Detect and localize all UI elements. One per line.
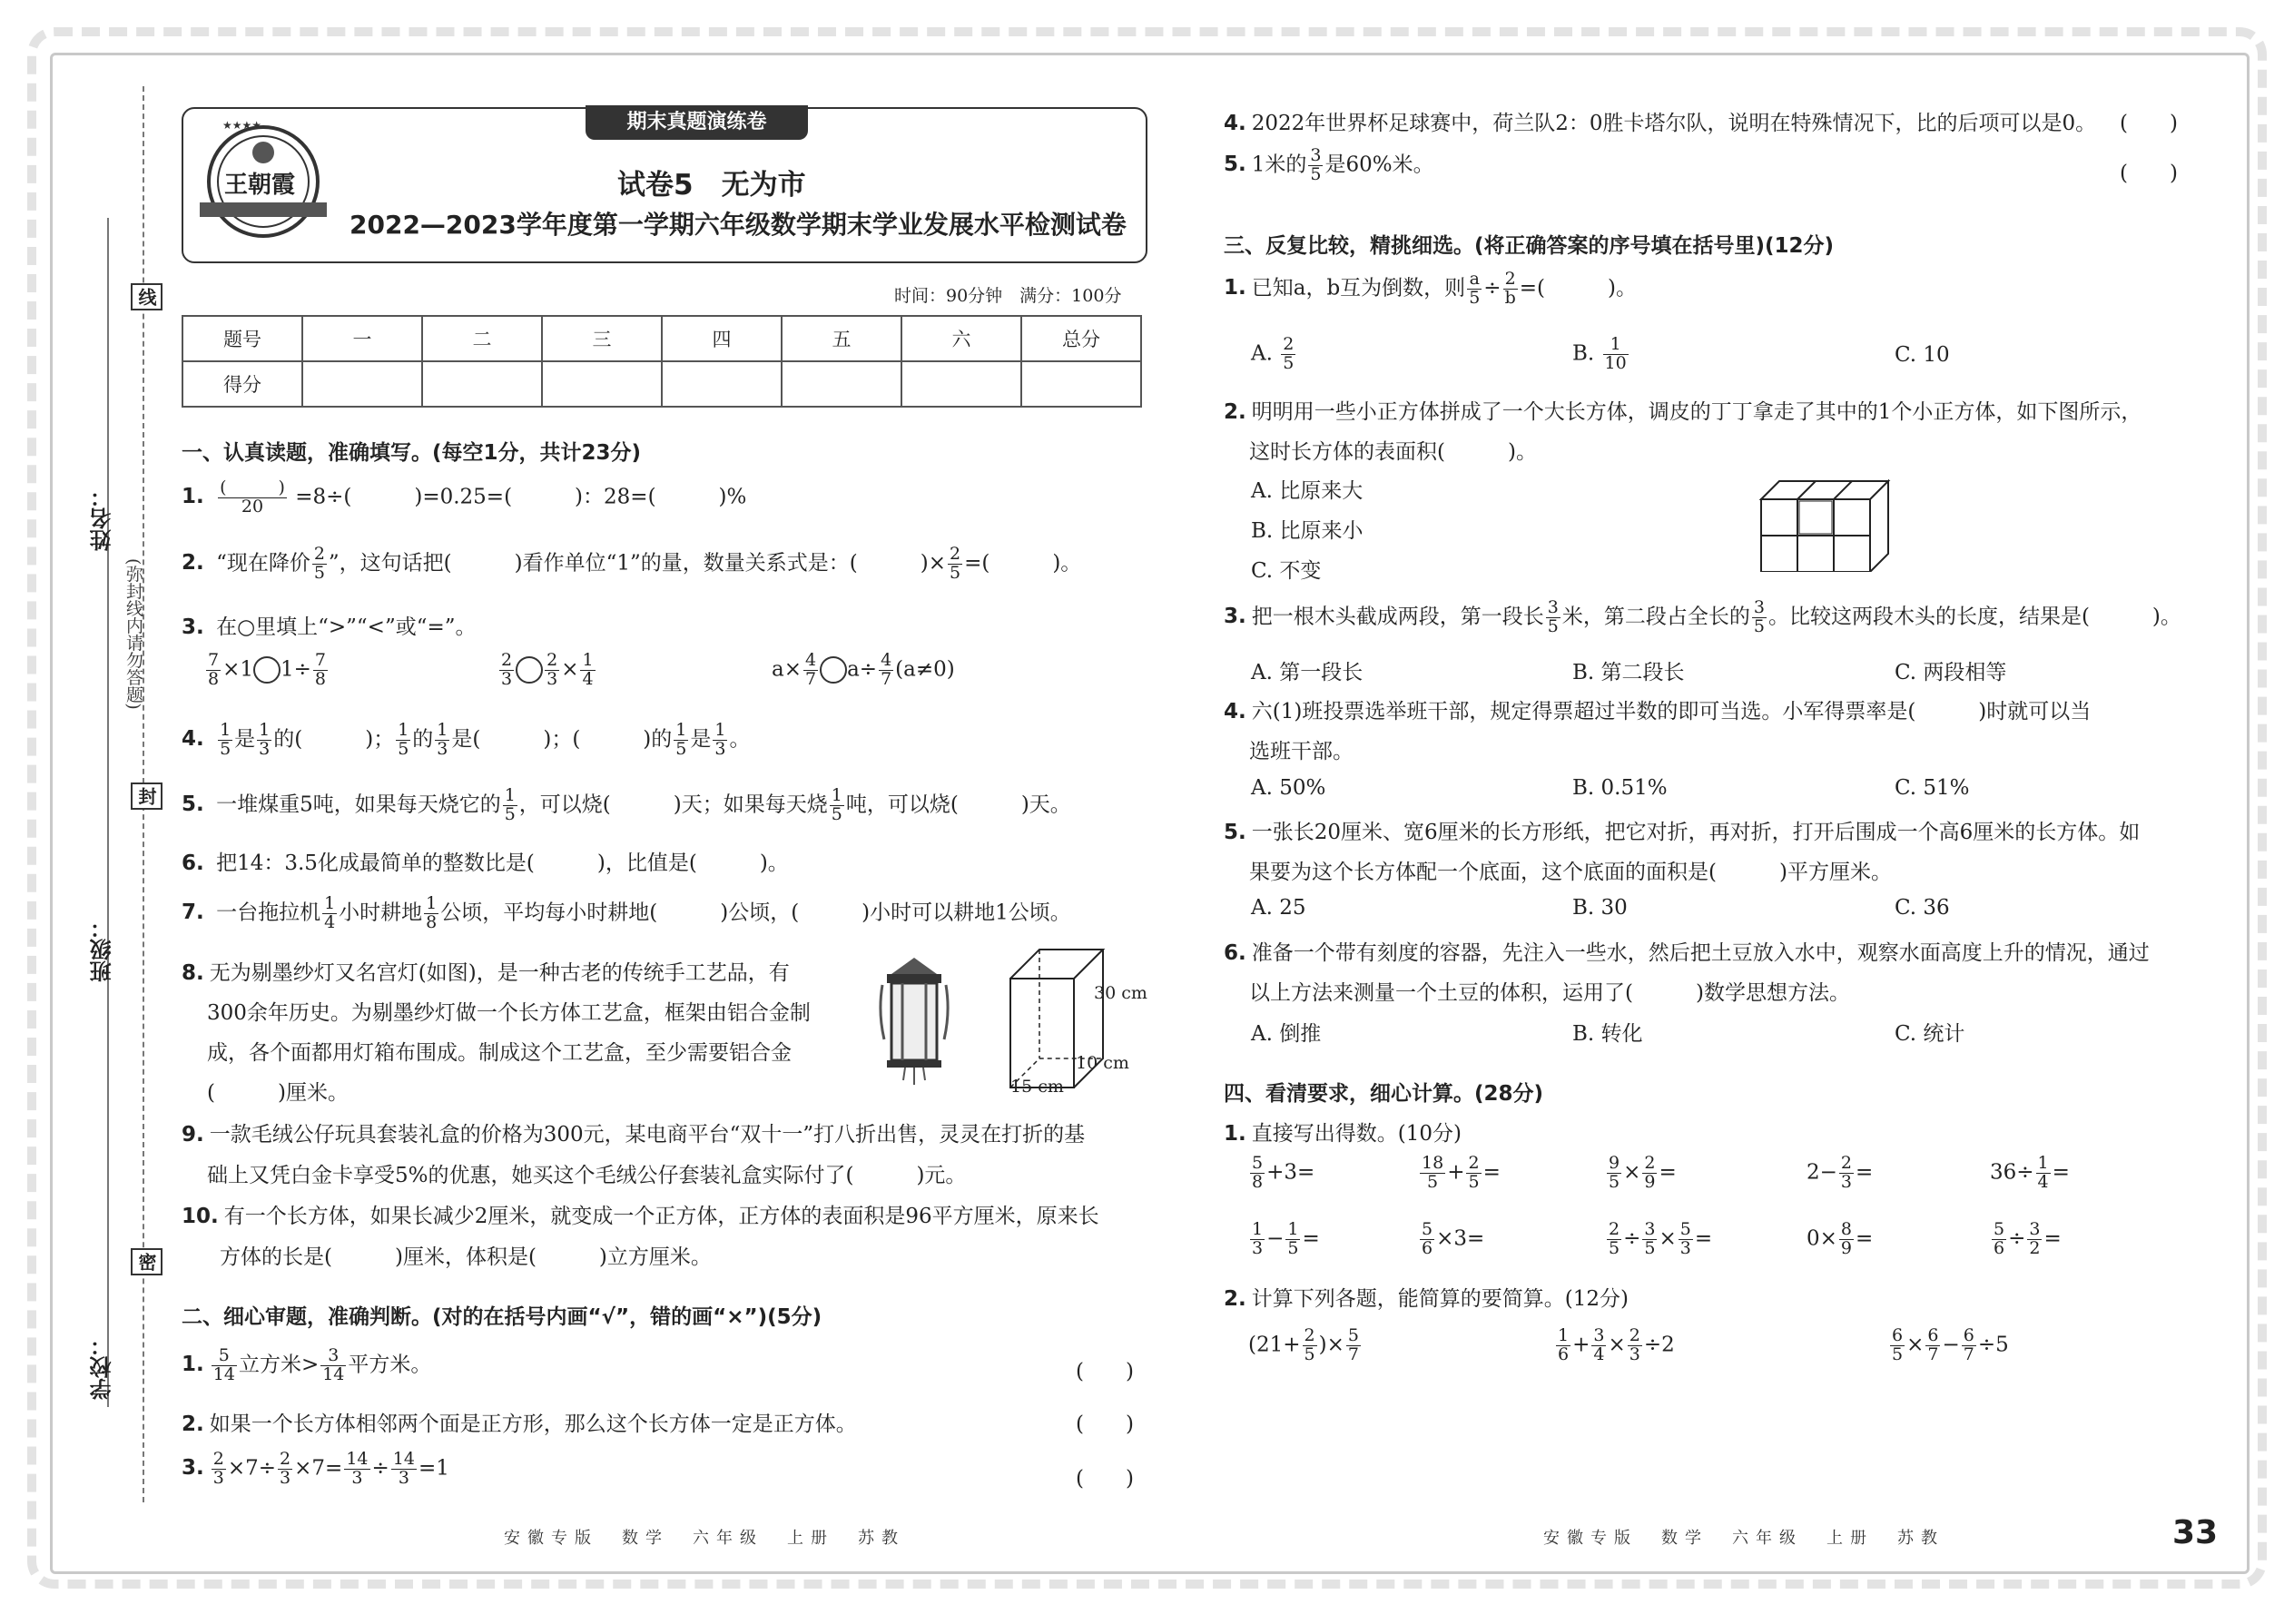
answer-paren[interactable]: ( ) <box>1076 1412 1134 1436</box>
question-4-2 <box>1224 1282 1629 1312</box>
option-3-6-b[interactable]: B. 转化 <box>1572 1022 1643 1046</box>
question-1-8 <box>182 953 811 1113</box>
q-number: 3. <box>182 1456 204 1481</box>
answer-paren[interactable]: ( ) <box>1076 1360 1134 1383</box>
q-text: 的 <box>412 727 434 752</box>
question-3-3 <box>1224 599 2181 636</box>
q-text: 一堆煤重5吨，如果每天烧它的 <box>216 792 501 817</box>
calc-6: $\frac{1}{3}$ − $\frac{1}{5}$ = <box>1252 1219 1320 1258</box>
option-3-5-b[interactable]: B. 30 <box>1572 896 1628 920</box>
q-text: 吨，可以烧( )天。 <box>845 792 1071 817</box>
q-text: 立方米> <box>238 1353 320 1377</box>
fraction: $\frac{1}{6}$ <box>1558 1325 1570 1364</box>
exam-subtitle: 2022—2023学年度第一学期六年级数学期末学业发展水平检测试卷 <box>350 210 1127 240</box>
question-1-4: 4. $\frac{1}{5}$ 是 $\frac{1}{3}$ 的( )； $\frac{1}{5}$ 的 $\frac{1}{3}$ 是( )；( )的 $\frac{1}{5}$ 是 $\frac{1}{3}$ 。 <box>182 720 751 759</box>
calc-1: $\frac{5}{8}$ +3= <box>1252 1153 1315 1192</box>
fraction: $\frac{6}{5}$ <box>1892 1325 1904 1364</box>
question-1-2 <box>182 546 1081 583</box>
header-banner: 期末真题演练卷 <box>586 105 808 140</box>
svg-text:★★★★: ★★★★ <box>222 119 262 132</box>
q-text: ”，这句话把( )看作单位“1”的量，数量关系式是：( )× <box>328 551 946 576</box>
fraction: $\frac{4}{7}$ <box>804 650 817 689</box>
q-text: 果要为这个长方体配一个底面，这个底面的面积是( )平方厘米。 <box>1249 861 1892 884</box>
margin-note: (弥封线内请勿答题) <box>123 558 143 710</box>
q-text: a÷ <box>847 657 878 682</box>
q-text: 小时耕地 <box>339 901 423 925</box>
fraction: $\frac{5}{6}$ <box>1994 1219 2005 1258</box>
q-number: 5. <box>1224 821 1246 844</box>
fraction: $\frac{a}{5}$ <box>1469 269 1481 308</box>
question-1-10 <box>182 1196 1099 1278</box>
option-3-3-c[interactable]: C. 两段相等 <box>1895 661 2007 684</box>
q-text: × <box>561 657 579 682</box>
calc-9: 0× $\frac{8}{9}$ = <box>1807 1219 1874 1258</box>
option-3-2-b[interactable]: B. 比原来小 <box>1251 519 1364 543</box>
q-text: 已知a，b互为倒数，则 <box>1251 276 1466 300</box>
q-text: 准备一个带有刻度的容器，先注入一些水，然后把土豆放入水中，观察水面高度上升的情况，通过 <box>1251 941 2150 965</box>
question-1-5 <box>182 787 1071 824</box>
q-text: 300余年历史。为剔墨纱灯做一个长方体工艺盒，框架由铝合金制 <box>207 1001 811 1025</box>
question-3-5 <box>1224 812 2140 892</box>
score-cell[interactable] <box>782 361 901 407</box>
cube-stack-diagram <box>1752 477 1897 572</box>
question-3-1 <box>1224 271 1637 308</box>
fraction: $\frac{5}{14}$ <box>212 1345 235 1384</box>
q-number: 7. <box>182 901 204 925</box>
option-3-1-b[interactable]: B. $\frac{1}{10}$ <box>1572 334 1627 373</box>
compare-circle[interactable] <box>516 656 543 684</box>
fraction: $\frac{6}{7}$ <box>1963 1325 1974 1364</box>
fraction: $\frac{18}{5}$ <box>1422 1153 1444 1192</box>
fraction: $\frac{14}{3}$ <box>346 1449 369 1488</box>
score-header-cell: 题号 <box>182 316 302 361</box>
score-header-cell: 二 <box>422 316 542 361</box>
q-text: ÷ <box>1483 276 1501 300</box>
option-3-1-c[interactable]: C. 10 <box>1895 343 1950 367</box>
calc-5: 36÷ $\frac{1}{4}$ = <box>1990 1153 2070 1192</box>
fraction: $\frac{6}{7}$ <box>1927 1325 1939 1364</box>
q-text: (a≠0) <box>895 657 955 682</box>
fraction: $\frac{5}{8}$ <box>1252 1153 1264 1192</box>
fraction: $\frac{2}{5}$ <box>950 544 961 583</box>
q-number: 4. <box>182 727 204 752</box>
fraction: $\frac{4}{7}$ <box>881 650 892 689</box>
fraction: $\frac{2}{3}$ <box>1840 1153 1852 1192</box>
fraction: $\frac{1}{8}$ <box>426 893 438 932</box>
question-1-9 <box>182 1115 1085 1196</box>
q-number: 1. <box>182 1353 204 1377</box>
calc-simplify-3: $\frac{6}{5}$ × $\frac{6}{7}$ − $\frac{6}{7}$ ÷5 <box>1892 1325 2009 1364</box>
score-header-cell: 五 <box>782 316 901 361</box>
compare-circle[interactable] <box>253 656 281 684</box>
q-text: 是 <box>690 727 712 752</box>
fraction: $\frac{2}{5}$ <box>313 544 325 583</box>
calc-7: $\frac{5}{6}$ ×3= <box>1422 1219 1485 1258</box>
q-text: ×7÷ <box>227 1456 277 1481</box>
q-number: 5. <box>182 792 204 817</box>
section-1-heading: 一、认真读题，准确填写。(每空1分，共计23分) <box>182 441 642 465</box>
cuboid-diagram <box>1003 942 1153 1097</box>
q-text: 把14：3.5化成最简单的整数比是( )，比值是( )。 <box>216 851 789 875</box>
fraction: $\frac{2}{3}$ <box>212 1449 224 1488</box>
dim-width: 15 cm <box>1010 1077 1064 1097</box>
question-1-1 <box>182 479 746 517</box>
q-text: 是( )；( )的 <box>451 727 673 752</box>
fraction: $\frac{3}{4}$ <box>1593 1325 1605 1364</box>
q-text: 。比较这两段木头的长度，结果是( )。 <box>1767 605 2181 629</box>
dim-height: 30 cm <box>1094 983 1147 1003</box>
dim-depth: 10 cm <box>1076 1053 1129 1073</box>
q-text: 础上又凭白金卡享受5%的优惠，她买这个毛绒公仔套装礼盒实际付了( )元。 <box>207 1164 967 1187</box>
q-text: 在○里填上“>”“<”或“=”。 <box>216 615 477 639</box>
fraction: $\frac{3}{5}$ <box>1753 597 1765 636</box>
answer-paren[interactable]: ( ) <box>2120 112 2178 135</box>
fraction: $\frac{3}{2}$ <box>2029 1219 2041 1258</box>
fraction: $\frac{3}{5}$ <box>1547 597 1559 636</box>
fraction: $\frac{1}{5}$ <box>675 720 687 759</box>
q-text: 一款毛绒公仔玩具套装礼盒的价格为300元，某电商平台“双十一”打八折出售，灵灵在打折的基 <box>209 1123 1086 1147</box>
question-2-4 <box>1224 106 2096 136</box>
q-text: 平方米。 <box>348 1353 432 1377</box>
score-table-row <box>182 361 1141 407</box>
fraction: $\frac{2}{3}$ <box>280 1449 291 1488</box>
score-cell[interactable] <box>1021 361 1141 407</box>
score-header-cell: 六 <box>901 316 1021 361</box>
q-text: 无为剔墨纱灯又名宫灯(如图)，是一种古老的传统手工艺品，有 <box>209 961 790 985</box>
binding-line-2 <box>107 218 109 1407</box>
option-3-4-b[interactable]: B. 0.51% <box>1572 776 1668 800</box>
fraction: $\frac{1}{5}$ <box>1287 1219 1299 1258</box>
seal2-label: 密 <box>131 1248 162 1275</box>
option-3-2-a[interactable]: A. 比原来大 <box>1251 479 1364 503</box>
option-3-6-a[interactable]: A. 倒推 <box>1251 1022 1322 1046</box>
line-label: 线 <box>131 283 162 310</box>
palace-lantern-image <box>873 958 955 1089</box>
calc-8: $\frac{2}{5}$ ÷ $\frac{3}{5}$ × $\frac{5}{3}$ = <box>1609 1219 1713 1258</box>
calc-2: $\frac{18}{5}$ + $\frac{2}{5}$ = <box>1422 1153 1501 1192</box>
option-3-4-c[interactable]: C. 51% <box>1895 776 1970 800</box>
calc-simplify-2: $\frac{1}{6}$ + $\frac{3}{4}$ × $\frac{2}{3}$ ÷2 <box>1558 1325 1675 1364</box>
fraction: $\frac{2}{5}$ <box>1283 334 1295 373</box>
q-number: 2. <box>182 551 204 576</box>
q-text: 把一根木头截成两段，第一段长 <box>1251 605 1544 629</box>
q-text: ( )厘米。 <box>207 1081 349 1105</box>
score-table-header-row <box>182 316 1141 361</box>
q-text: 1÷ <box>281 657 311 682</box>
fraction: $\frac{2}{3}$ <box>501 650 513 689</box>
q-text: ，可以烧( )天；如果每天烧 <box>518 792 828 817</box>
q-text: =8÷( )=0.25=( )：28=( )% <box>295 485 747 509</box>
score-cell[interactable] <box>302 361 422 407</box>
calc-4: 2− $\frac{2}{3}$ = <box>1807 1153 1874 1192</box>
q-text: 六(1)班投票选举班干部，规定得票超过半数的即可当选。小军得票率是( )时就可以当 <box>1251 700 2092 723</box>
q-number: 1. <box>1224 1122 1246 1146</box>
question-2-1 <box>182 1347 431 1384</box>
q-text: =( )。 <box>1519 276 1637 300</box>
footer-left: 安徽专版 数学 六年级 上册 苏教 <box>504 1529 905 1548</box>
fraction: $\frac{1}{5}$ <box>504 785 516 824</box>
score-header-cell: 总分 <box>1021 316 1141 361</box>
q-text: 的( )； <box>273 727 395 752</box>
fraction: $\frac{1}{5}$ <box>220 720 231 759</box>
logo-text: 王朝霞 <box>224 172 296 199</box>
page-number: 33 <box>2172 1514 2219 1551</box>
fraction: $\frac{1}{4}$ <box>2037 1153 2049 1192</box>
question-2-3 <box>182 1451 449 1488</box>
fraction: $\frac{1}{3}$ <box>1252 1219 1264 1258</box>
q-text: 是 <box>234 727 256 752</box>
fraction: $\frac{1}{10}$ <box>1604 334 1627 373</box>
score-row-label: 得分 <box>182 361 302 407</box>
time-info: 时间：90分钟 满分：100分 <box>894 286 1122 306</box>
q-number: 6. <box>182 851 204 875</box>
q-number: 8. <box>182 961 204 985</box>
q-text: 米，第二段占全长的 <box>1561 605 1750 629</box>
calc-3: $\frac{9}{5}$ × $\frac{2}{9}$ = <box>1609 1153 1677 1192</box>
score-table <box>182 315 1142 408</box>
fraction: $\frac{3}{14}$ <box>322 1345 345 1384</box>
question-2-5 <box>1224 147 1434 184</box>
q-number: 2. <box>182 1412 204 1436</box>
fraction: $\frac{1}{5}$ <box>398 720 409 759</box>
option-3-3-a[interactable]: A. 第一段长 <box>1251 661 1364 684</box>
question-1-3-items <box>204 652 330 689</box>
name-label: 姓名： <box>90 486 115 551</box>
section-3-heading: 三、反复比较，精挑细选。(将正确答案的序号填在括号里)(12分) <box>1224 234 1835 258</box>
q-text: 1米的 <box>1251 153 1307 177</box>
answer-paren[interactable]: ( ) <box>2120 162 2178 185</box>
q-text: ×7= <box>294 1456 343 1481</box>
q-text: 公顷，平均每小时耕地( )公顷，( )小时可以耕地1公顷。 <box>440 901 1071 925</box>
answer-paren[interactable]: ( ) <box>1076 1467 1134 1491</box>
q-text: 是60%米。 <box>1324 153 1434 177</box>
fraction: $\frac{2}{3}$ <box>546 650 558 689</box>
fraction: $\frac{( )}{20}$ <box>220 477 285 517</box>
section-4-heading: 四、看清要求，细心计算。(28分) <box>1224 1082 1544 1106</box>
fraction: $\frac{1}{4}$ <box>582 650 594 689</box>
q-number: 10. <box>182 1205 219 1228</box>
q-number: 1. <box>182 485 204 509</box>
q-number: 4. <box>1224 700 1246 723</box>
fraction: $\frac{5}{6}$ <box>1422 1219 1433 1258</box>
fraction: $\frac{1}{4}$ <box>324 893 336 932</box>
question-3-6 <box>1224 933 2150 1013</box>
option-3-3-b[interactable]: B. 第二段长 <box>1572 661 1685 684</box>
fraction: $\frac{1}{5}$ <box>831 785 842 824</box>
question-3-2 <box>1224 392 2141 472</box>
fraction: $\frac{2}{9}$ <box>1644 1153 1656 1192</box>
option-3-4-a[interactable]: A. 50% <box>1251 776 1326 800</box>
option-3-5-c[interactable]: C. 36 <box>1895 896 1950 920</box>
fraction: $\frac{1}{3}$ <box>259 720 271 759</box>
q-text: ÷ <box>371 1456 389 1481</box>
fraction: $\frac{1}{3}$ <box>714 720 726 759</box>
calc-10: $\frac{5}{6}$ ÷ $\frac{3}{2}$ = <box>1994 1219 2062 1258</box>
fraction: $\frac{9}{5}$ <box>1609 1153 1620 1192</box>
question-1-7 <box>182 895 1071 932</box>
q-text: 这时长方体的表面积( )。 <box>1249 440 1537 464</box>
q-text: 如果一个长方体相邻两个面是正方形，那么这个长方体一定是正方体。 <box>209 1412 857 1436</box>
q-number: 1. <box>1224 276 1246 300</box>
fraction: $\frac{7}{8}$ <box>208 650 220 689</box>
seal-label: 封 <box>131 782 162 810</box>
q-number: 5. <box>1224 153 1246 177</box>
fraction: $\frac{8}{9}$ <box>1840 1219 1852 1258</box>
q-text: 成，各个面都用灯箱布围成。制成这个工艺盒，至少需要铝合金 <box>207 1041 792 1065</box>
q-text: =1 <box>418 1456 449 1481</box>
q-number: 9. <box>182 1123 204 1147</box>
logo <box>195 116 331 243</box>
q-text: 计算下列各题，能简算的要简算。(12分) <box>1251 1287 1629 1311</box>
q-text: 选班干部。 <box>1249 740 1354 763</box>
q-number: 3. <box>182 615 204 639</box>
q-text: 有一个长方体，如果长减少2厘米，就变成一个正方体，正方体的表面积是96平方厘米，原来长 <box>223 1205 1099 1228</box>
q-number: 4. <box>1224 112 1246 135</box>
q-number: 2. <box>1224 400 1246 424</box>
question-1-6 <box>182 846 789 876</box>
fraction: $\frac{5}{7}$ <box>1347 1325 1359 1364</box>
question-1-3-items-c <box>772 652 955 689</box>
fraction: $\frac{7}{8}$ <box>314 650 326 689</box>
section-2-heading: 二、细心审题，准确判断。(对的在括号内画“√”，错的画“×”)(5分) <box>182 1305 822 1329</box>
fraction: $\frac{2}{5}$ <box>1609 1219 1620 1258</box>
score-cell[interactable] <box>422 361 542 407</box>
score-header-cell: 四 <box>662 316 782 361</box>
question-1-3-items-b <box>497 652 597 689</box>
fraction: $\frac{2}{b}$ <box>1504 269 1516 308</box>
fraction: $\frac{2}{3}$ <box>1629 1325 1640 1364</box>
q-text: =( )。 <box>964 551 1082 576</box>
q-text: ×1 <box>222 657 253 682</box>
option-3-6-c[interactable]: C. 统计 <box>1895 1022 1965 1046</box>
calc-simplify-1: (21+ $\frac{2}{5}$ )× $\frac{5}{7}$ <box>1248 1325 1359 1364</box>
option-3-2-c[interactable]: C. 不变 <box>1251 559 1322 583</box>
q-text: 一台拖拉机 <box>216 901 321 925</box>
q-number: 2. <box>1224 1287 1246 1311</box>
q-text: 2022年世界杯足球赛中，荷兰队2：0胜卡塔尔队，说明在特殊情况下，比的后项可以是0。 <box>1251 112 2097 135</box>
exam-title: 试卷5 无为市 <box>617 169 806 202</box>
question-4-1 <box>1224 1117 1462 1147</box>
school-label: 学校： <box>90 1334 115 1400</box>
compare-circle[interactable] <box>820 656 847 684</box>
score-cell[interactable] <box>542 361 662 407</box>
q-text: “现在降价 <box>216 551 310 576</box>
q-number: 3. <box>1224 605 1246 629</box>
fraction: $\frac{14}{3}$ <box>392 1449 415 1488</box>
score-cell[interactable] <box>662 361 782 407</box>
fraction: $\frac{2}{5}$ <box>1468 1153 1480 1192</box>
fraction: $\frac{1}{3}$ <box>437 720 448 759</box>
fraction: $\frac{5}{3}$ <box>1679 1219 1691 1258</box>
fraction: $\frac{3}{5}$ <box>1644 1219 1656 1258</box>
q-text: 一张长20厘米、宽6厘米的长方形纸，把它对折，再对折，打开后围成一个高6厘米的长方体。如 <box>1251 821 2141 844</box>
score-header-cell: 一 <box>302 316 422 361</box>
question-3-4 <box>1224 692 2091 772</box>
q-text: 明明用一些小正方体拼成了一个大长方体，调皮的丁丁拿走了其中的1个小正方体，如下图所示， <box>1251 400 2142 424</box>
question-2-2 <box>182 1407 857 1437</box>
option-3-5-a[interactable]: A. 25 <box>1251 896 1306 920</box>
q-text: 直接写出得数。(10分) <box>1251 1122 1462 1146</box>
option-3-1-a[interactable]: A. $\frac{2}{5}$ <box>1251 334 1295 373</box>
fraction: $\frac{3}{5}$ <box>1310 145 1322 184</box>
q-text: 以上方法来测量一个土豆的体积，运用了( )数学思想方法。 <box>1249 981 1850 1005</box>
fraction: $\frac{2}{5}$ <box>1304 1325 1315 1364</box>
q-number: 6. <box>1224 941 1246 965</box>
class-label: 班级： <box>90 917 115 982</box>
question-1-3 <box>182 610 477 640</box>
footer-right: 安徽专版 数学 六年级 上册 苏教 <box>1543 1529 1944 1548</box>
q-text: a× <box>772 657 802 682</box>
score-header-cell: 三 <box>542 316 662 361</box>
q-text: 方体的长是( )厘米，体积是( )立方厘米。 <box>220 1245 712 1269</box>
score-cell[interactable] <box>901 361 1021 407</box>
